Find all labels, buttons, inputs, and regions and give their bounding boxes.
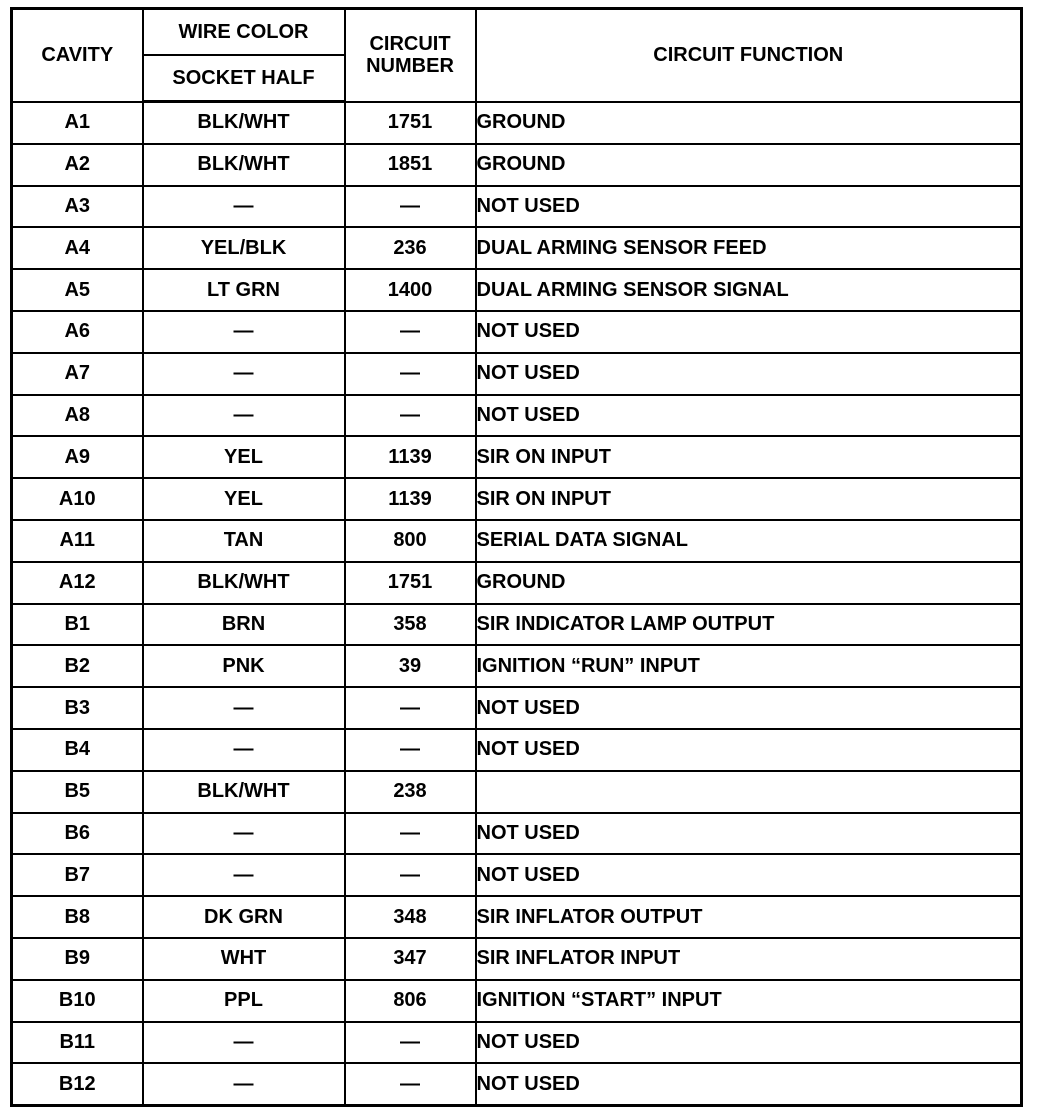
cell-circuit-function: NOT USED — [476, 1063, 1022, 1105]
cell-wire-color: TAN — [143, 520, 345, 562]
cell-wire-color: BLK/WHT — [143, 102, 345, 144]
table-body — [12, 102, 1022, 1106]
cell-cavity: B10 — [12, 980, 143, 1022]
table-row — [12, 1063, 1022, 1105]
table-row — [12, 562, 1022, 604]
cell-wire-color: — — [143, 729, 345, 771]
cell-circuit-function: NOT USED — [476, 1022, 1022, 1064]
cell-circuit-function: SIR INFLATOR INPUT — [476, 938, 1022, 980]
cell-circuit-number: 1400 — [345, 269, 476, 311]
cell-circuit-number: — — [345, 186, 476, 228]
cell-cavity: B4 — [12, 729, 143, 771]
cell-cavity: A7 — [12, 353, 143, 395]
header-circuit-number: CIRCUIT NUMBER — [345, 9, 476, 102]
cell-wire-color: WHT — [143, 938, 345, 980]
table-row — [12, 269, 1022, 311]
cell-wire-color: BLK/WHT — [143, 771, 345, 813]
cell-circuit-number: 358 — [345, 604, 476, 646]
cell-circuit-function: IGNITION “RUN” INPUT — [476, 645, 1022, 687]
cell-circuit-function: NOT USED — [476, 353, 1022, 395]
cell-circuit-function: NOT USED — [476, 687, 1022, 729]
table-row — [12, 186, 1022, 228]
cell-circuit-number: — — [345, 854, 476, 896]
cell-cavity: A8 — [12, 395, 143, 437]
cell-circuit-number: — — [345, 729, 476, 771]
header-wire-color: WIRE COLOR — [143, 9, 345, 56]
cell-circuit-function — [476, 771, 1022, 813]
cell-circuit-function: NOT USED — [476, 854, 1022, 896]
cell-cavity: A12 — [12, 562, 143, 604]
cell-circuit-function: NOT USED — [476, 311, 1022, 353]
table-row — [12, 311, 1022, 353]
table-row — [12, 436, 1022, 478]
connector-pinout-sheet — [10, 7, 1020, 1107]
cell-circuit-function: SIR ON INPUT — [476, 436, 1022, 478]
table-row — [12, 854, 1022, 896]
table-row — [12, 938, 1022, 980]
table-row — [12, 102, 1022, 144]
cell-cavity: B11 — [12, 1022, 143, 1064]
cell-cavity: B7 — [12, 854, 143, 896]
cell-cavity: A10 — [12, 478, 143, 520]
cell-circuit-function: GROUND — [476, 102, 1022, 144]
cell-cavity: B1 — [12, 604, 143, 646]
table-row — [12, 144, 1022, 186]
cell-circuit-function: DUAL ARMING SENSOR SIGNAL — [476, 269, 1022, 311]
cell-circuit-function: NOT USED — [476, 813, 1022, 855]
table-row — [12, 896, 1022, 938]
table-row — [12, 1022, 1022, 1064]
cell-wire-color: YEL — [143, 478, 345, 520]
cell-wire-color: DK GRN — [143, 896, 345, 938]
cell-wire-color: LT GRN — [143, 269, 345, 311]
cell-cavity: A2 — [12, 144, 143, 186]
table-row — [12, 813, 1022, 855]
cell-circuit-number: 1851 — [345, 144, 476, 186]
cell-circuit-function: NOT USED — [476, 186, 1022, 228]
table-header-row — [12, 9, 1022, 56]
cell-circuit-number: — — [345, 353, 476, 395]
cell-circuit-number: 1139 — [345, 436, 476, 478]
cell-circuit-number: 1751 — [345, 102, 476, 144]
cell-cavity: A11 — [12, 520, 143, 562]
cell-circuit-function: SIR ON INPUT — [476, 478, 1022, 520]
cell-wire-color: BLK/WHT — [143, 144, 345, 186]
table-row — [12, 478, 1022, 520]
header-circuit-function: CIRCUIT FUNCTION — [476, 9, 1022, 102]
table-row — [12, 687, 1022, 729]
cell-cavity: A9 — [12, 436, 143, 478]
cell-circuit-number: — — [345, 687, 476, 729]
table-row — [12, 729, 1022, 771]
cell-circuit-number: — — [345, 395, 476, 437]
cell-circuit-function: SIR INFLATOR OUTPUT — [476, 896, 1022, 938]
table-row — [12, 353, 1022, 395]
cell-cavity: A4 — [12, 227, 143, 269]
table-row — [12, 645, 1022, 687]
table-row — [12, 771, 1022, 813]
cell-cavity: B6 — [12, 813, 143, 855]
cell-wire-color: YEL/BLK — [143, 227, 345, 269]
cell-circuit-number: 1751 — [345, 562, 476, 604]
cell-cavity: B8 — [12, 896, 143, 938]
cell-wire-color: PPL — [143, 980, 345, 1022]
cell-wire-color: — — [143, 353, 345, 395]
cell-circuit-number: 800 — [345, 520, 476, 562]
cell-circuit-number: 1139 — [345, 478, 476, 520]
cell-circuit-number: 236 — [345, 227, 476, 269]
cell-cavity: A6 — [12, 311, 143, 353]
cell-wire-color: — — [143, 395, 345, 437]
cell-circuit-function: SERIAL DATA SIGNAL — [476, 520, 1022, 562]
cell-circuit-number: 348 — [345, 896, 476, 938]
cell-cavity: A1 — [12, 102, 143, 144]
table-row — [12, 227, 1022, 269]
cell-circuit-function: IGNITION “START” INPUT — [476, 980, 1022, 1022]
cell-cavity: B5 — [12, 771, 143, 813]
table-row — [12, 520, 1022, 562]
cell-wire-color: — — [143, 1063, 345, 1105]
cell-circuit-function: GROUND — [476, 144, 1022, 186]
cell-circuit-function: NOT USED — [476, 729, 1022, 771]
cell-circuit-number: 347 — [345, 938, 476, 980]
table-row — [12, 395, 1022, 437]
cell-circuit-number: — — [345, 813, 476, 855]
cell-circuit-function: NOT USED — [476, 395, 1022, 437]
cell-circuit-number: 806 — [345, 980, 476, 1022]
cell-circuit-number: — — [345, 1022, 476, 1064]
cell-circuit-number: 238 — [345, 771, 476, 813]
cell-wire-color: YEL — [143, 436, 345, 478]
cell-wire-color: — — [143, 854, 345, 896]
cell-wire-color: BLK/WHT — [143, 562, 345, 604]
table-row — [12, 604, 1022, 646]
cell-wire-color: — — [143, 186, 345, 228]
cell-wire-color: — — [143, 687, 345, 729]
cell-wire-color: — — [143, 311, 345, 353]
cell-wire-color: BRN — [143, 604, 345, 646]
cell-circuit-function: SIR INDICATOR LAMP OUTPUT — [476, 604, 1022, 646]
cell-circuit-number: 39 — [345, 645, 476, 687]
cell-wire-color: PNK — [143, 645, 345, 687]
cell-cavity: B9 — [12, 938, 143, 980]
cell-circuit-number: — — [345, 311, 476, 353]
cell-wire-color: — — [143, 1022, 345, 1064]
header-socket-half: SOCKET HALF — [143, 55, 345, 102]
table-row — [12, 980, 1022, 1022]
cell-cavity: A3 — [12, 186, 143, 228]
cell-circuit-function: GROUND — [476, 562, 1022, 604]
connector-pinout-table — [10, 7, 1023, 1107]
cell-cavity: A5 — [12, 269, 143, 311]
cell-cavity: B3 — [12, 687, 143, 729]
header-cavity: CAVITY — [12, 9, 143, 102]
cell-circuit-number: — — [345, 1063, 476, 1105]
cell-cavity: B12 — [12, 1063, 143, 1105]
cell-circuit-function: DUAL ARMING SENSOR FEED — [476, 227, 1022, 269]
cell-wire-color: — — [143, 813, 345, 855]
cell-cavity: B2 — [12, 645, 143, 687]
